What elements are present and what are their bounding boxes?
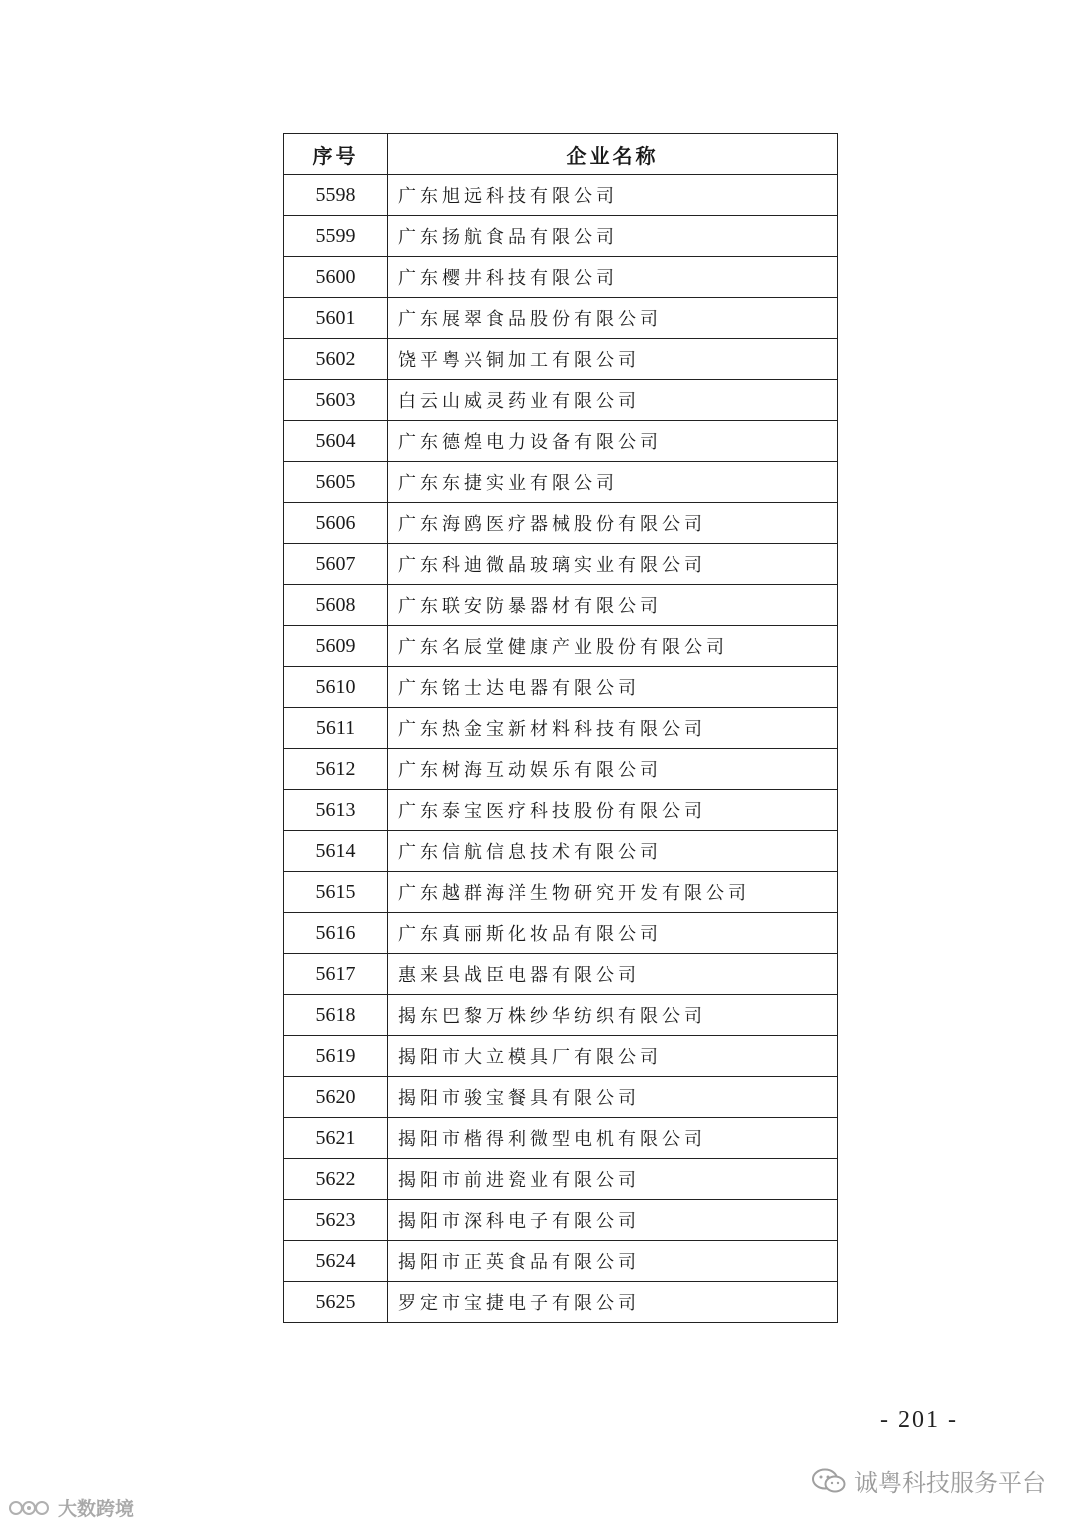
watermark-wechat: [812, 1463, 1046, 1498]
row-enterprise-name: 广东信航信息技术有限公司: [388, 831, 838, 872]
table-row: [284, 298, 838, 339]
row-enterprise-name: 广东树海互动娱乐有限公司: [388, 749, 838, 790]
watermark-left-text: 大数跨境: [58, 1498, 135, 1520]
table-row: [284, 1118, 838, 1159]
table-row: [284, 462, 838, 503]
row-enterprise-name: 白云山威灵药业有限公司: [388, 380, 838, 421]
row-serial-number: 5605: [284, 462, 388, 503]
row-enterprise-name: 广东真丽斯化妆品有限公司: [388, 913, 838, 954]
row-serial-number: 5615: [284, 872, 388, 913]
row-serial-number: 5617: [284, 954, 388, 995]
table-body: [284, 175, 838, 1323]
row-serial-number: 5621: [284, 1118, 388, 1159]
row-serial-number: 5607: [284, 544, 388, 585]
row-enterprise-name: 揭阳市深科电子有限公司: [388, 1200, 838, 1241]
row-serial-number: 5604: [284, 421, 388, 462]
row-enterprise-name: 广东名辰堂健康产业股份有限公司: [388, 626, 838, 667]
row-enterprise-name: 罗定市宝捷电子有限公司: [388, 1282, 838, 1323]
table-row: [284, 872, 838, 913]
row-enterprise-name: 广东樱井科技有限公司: [388, 257, 838, 298]
table-row: [284, 790, 838, 831]
wechat-icon: [812, 1468, 846, 1494]
row-enterprise-name: 广东海鸥医疗器械股份有限公司: [388, 503, 838, 544]
row-serial-number: 5618: [284, 995, 388, 1036]
table-row: [284, 1159, 838, 1200]
row-enterprise-name: 广东展翠食品股份有限公司: [388, 298, 838, 339]
header-enterprise-name: 企业名称: [388, 134, 838, 175]
table-row: [284, 913, 838, 954]
row-enterprise-name: 揭东巴黎万株纱华纺织有限公司: [388, 995, 838, 1036]
row-enterprise-name: 广东旭远科技有限公司: [388, 175, 838, 216]
row-enterprise-name: 广东联安防暴器材有限公司: [388, 585, 838, 626]
row-enterprise-name: 饶平粤兴铜加工有限公司: [388, 339, 838, 380]
row-enterprise-name: 广东科迪微晶玻璃实业有限公司: [388, 544, 838, 585]
table-row: [284, 1036, 838, 1077]
table-row: [284, 257, 838, 298]
table-row: [284, 421, 838, 462]
table-row: [284, 708, 838, 749]
row-enterprise-name: 揭阳市正英食品有限公司: [388, 1241, 838, 1282]
table-row: [284, 1200, 838, 1241]
row-enterprise-name: 揭阳市前进瓷业有限公司: [388, 1159, 838, 1200]
row-serial-number: 5598: [284, 175, 388, 216]
row-serial-number: 5611: [284, 708, 388, 749]
row-enterprise-name: 广东扬航食品有限公司: [388, 216, 838, 257]
table-row: [284, 1282, 838, 1323]
row-serial-number: 5609: [284, 626, 388, 667]
table-row: [284, 1077, 838, 1118]
watermark-right-text: 诚粤科技服务平台: [854, 1469, 1046, 1497]
row-serial-number: 5601: [284, 298, 388, 339]
row-serial-number: 5603: [284, 380, 388, 421]
row-serial-number: 5623: [284, 1200, 388, 1241]
table-row: [284, 749, 838, 790]
row-serial-number: 5625: [284, 1282, 388, 1323]
table-row: [284, 339, 838, 380]
watermark-logo: [8, 1494, 134, 1521]
row-serial-number: 5610: [284, 667, 388, 708]
row-enterprise-name: 广东越群海洋生物研究开发有限公司: [388, 872, 838, 913]
row-enterprise-name: 揭阳市楷得利微型电机有限公司: [388, 1118, 838, 1159]
row-enterprise-name: 揭阳市骏宝餐具有限公司: [388, 1077, 838, 1118]
row-serial-number: 5612: [284, 749, 388, 790]
row-serial-number: 5613: [284, 790, 388, 831]
table-row: [284, 1241, 838, 1282]
enterprise-table: [283, 133, 838, 1323]
row-enterprise-name: 惠来县战臣电器有限公司: [388, 954, 838, 995]
row-serial-number: 5620: [284, 1077, 388, 1118]
row-enterprise-name: 广东东捷实业有限公司: [388, 462, 838, 503]
row-serial-number: 5599: [284, 216, 388, 257]
table-row: [284, 544, 838, 585]
row-serial-number: 5624: [284, 1241, 388, 1282]
row-enterprise-name: 广东铭士达电器有限公司: [388, 667, 838, 708]
row-serial-number: 5606: [284, 503, 388, 544]
table-row: [284, 667, 838, 708]
row-serial-number: 5600: [284, 257, 388, 298]
table-row: [284, 216, 838, 257]
table-row: [284, 831, 838, 872]
row-enterprise-name: 揭阳市大立模具厂有限公司: [388, 1036, 838, 1077]
table-row: [284, 585, 838, 626]
row-serial-number: 5619: [284, 1036, 388, 1077]
row-enterprise-name: 广东德煌电力设备有限公司: [388, 421, 838, 462]
header-serial-number: 序号: [284, 134, 388, 175]
table-row: [284, 503, 838, 544]
row-serial-number: 5608: [284, 585, 388, 626]
table-row: [284, 175, 838, 216]
row-serial-number: 5602: [284, 339, 388, 380]
row-serial-number: 5614: [284, 831, 388, 872]
row-enterprise-name: 广东热金宝新材料科技有限公司: [388, 708, 838, 749]
table-header-row: [284, 134, 838, 175]
row-enterprise-name: 广东泰宝医疗科技股份有限公司: [388, 790, 838, 831]
logo-icon: [8, 1498, 54, 1518]
page-number: - 201 -: [880, 1407, 958, 1433]
row-serial-number: 5622: [284, 1159, 388, 1200]
table-row: [284, 380, 838, 421]
table-row: [284, 954, 838, 995]
row-serial-number: 5616: [284, 913, 388, 954]
table-row: [284, 995, 838, 1036]
table-row: [284, 626, 838, 667]
